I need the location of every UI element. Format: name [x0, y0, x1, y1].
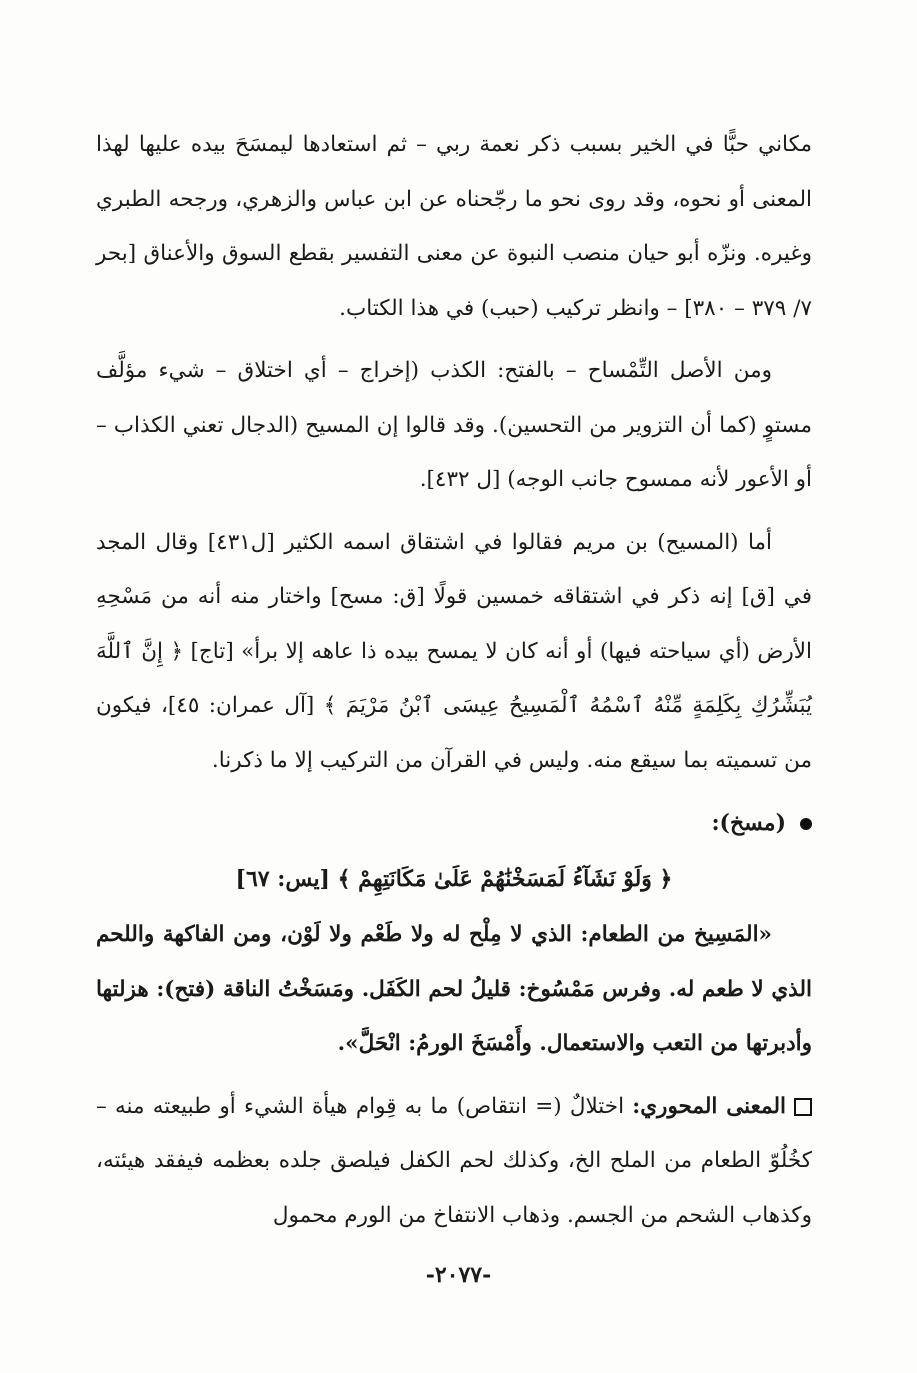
entry-heading: [96, 796, 812, 850]
core-meaning-text: اختلالٌ (= انتقاص) ما به قِوام هيأة الشيء أو طبيعته منه – كخُلُوّ الطعام من الملح الخ، وكذلك لحم الكفل فيلصق جلده بعظمه فيفقد هيئته، وكذهاب الشحم من الجسم. وذهاب الانتفاخ من الورم محمول: [96, 1093, 812, 1228]
paragraph-masih: أما (المسيح) بن مريم فقالوا في اشتقاق اسمه الكثير [ل٤٣١] وقال المجد في [ق] إنه ذكر في اشتقاقه خمسين قولًا [ق: مسح] واختار منه أنه من مَسْحِهِ الأرض (أي سياحته فيها) أو أنه كان لا يمسح بيده ذا عاهه إلا برأ» [تاج] ﴿ إِنَّ ٱللَّهَ يُبَشِّرُكِ بِكَلِمَةٍ مِّنْهُ ٱسْمُهُ ٱلْمَسِيحُ عِيسَى ٱبْنُ مَرْيَمَ ﴾ [آل عمران: ٤٥]، فيكون من تسميته بما سيقع منه. وليس في القرآن من التركيب إلا ما ذكرنا.: [96, 529, 813, 773]
paragraph-timsah: ومن الأصل التِّمْساح – بالفتح: الكذب (إخراج – أي اختلاق – شيء مؤلَّف مستوٍ (كما أن التزوير من التحسين). وقد قالوا إن المسيح (الدجال تعني الكذاب – أو الأعور لأنه ممسوح جانب الوجه) [ل ٤٣٢].: [96, 358, 812, 492]
dictionary-definition: «المَسِيخ من الطعام: الذي لا مِلْح له ولا طَعْم ولا لَوْن، ومن الفاكهة واللحم الذي لا طعم له. وفرس مَمْسُوخ: قليلُ لحم الكَفَل. ومَسَخْتُ الناقة (فتح): هزلتها وأدبرتها من التعب والاستعمال. وأَمْسَخَ الورمُ: انْحَلَّ».: [96, 922, 812, 1056]
square-box-icon: [794, 1098, 812, 1116]
body-text: [96, 118, 812, 1251]
paragraph-continuation: مكاني حبًّا في الخير بسبب ذكر نعمة ربي – ثم استعادها ليمسَحَ بيده عليها لهذا المعنى أو نحوه، وقد روى نحو ما رجّحناه عن ابن عباس والزهري، ورجحه الطبري وغيره. ونزّه أبو حيان منصب النبوة عن معنى التفسير بقطع السوق والأعناق [بحر ٧/ ٣٧٩ – ٣٨٠] – وانظر تركيب (حبب) في هذا الكتاب.: [96, 132, 812, 321]
quran-verse: ﴿ وَلَوْ نَشَآءُ لَمَسَخْنَٰهُمْ عَلَىٰ مَكَانَتِهِمْ ﴾ [يس: ٦٧]: [235, 866, 673, 892]
core-meaning: [96, 1080, 812, 1244]
core-meaning-label: المعنى المحوري:: [632, 1093, 786, 1119]
bullet-icon: [800, 818, 812, 830]
page-number: -٢٠٧٧-: [425, 1262, 492, 1288]
entry-heading-text: (مسخ):: [711, 810, 786, 836]
